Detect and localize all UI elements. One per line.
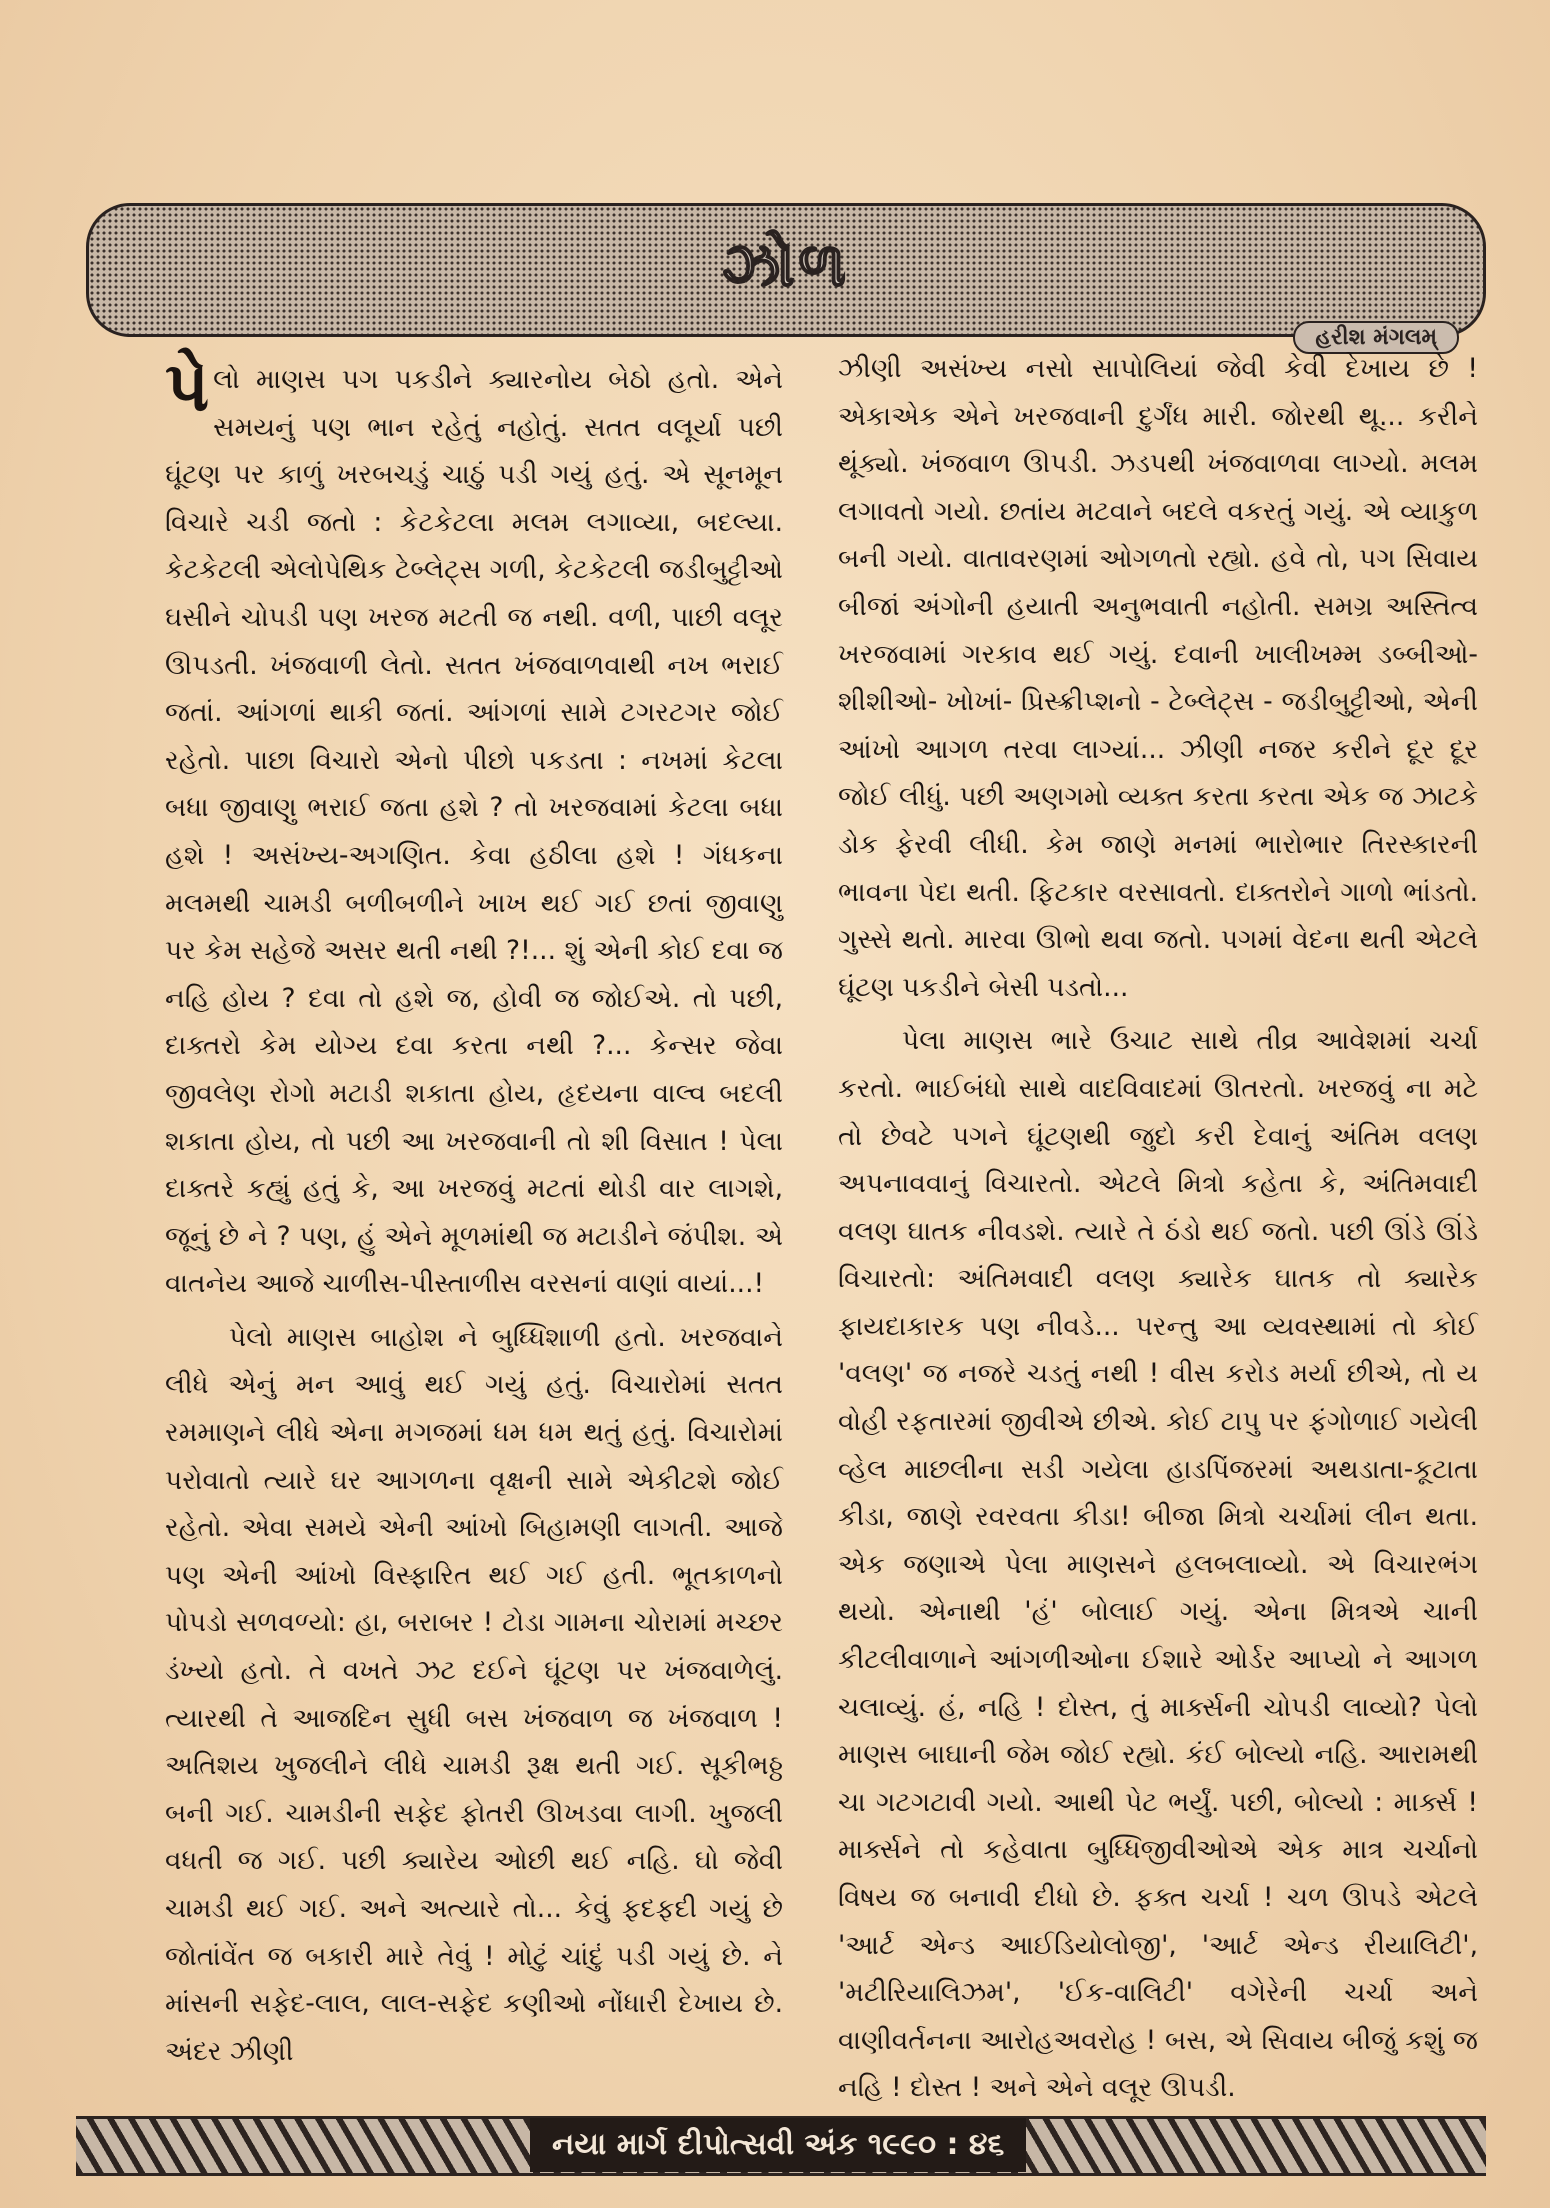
right-paragraph-2: પેલા માણસ ભારે ઉચાટ સાથે તીવ્ર આવેશમાં ચર્ચા કરતો. ભાઈબંધો સાથે વાદવિવાદમાં ઊતરતો. ખરજવું ના મટે તો છેવટે પગને ઘૂંટણથી જુદો કરી દેવાનું અંતિમ વલણ અપનાવવાનું વિચારતો. એટલે મિત્રો કહેતા કે, અંતિમવાદી વલણ ઘાતક નીવડશે. ત્યારે તે ઠંડો થઈ જતો. પછી ઊંડે ઊંડે વિચારતો: અંતિમવાદી વલણ ક્યારેક ઘાતક તો ક્યારેક ફાયદાકારક પણ નીવડે... પરન્તુ આ વ્યવસ્થામાં તો કોઈ 'વલણ' જ નજરે ચડતું નથી ! વીસ કરોડ મર્યા છીએ, તો ય વોહી રફતારમાં જીવીએ છીએ. કોઈ ટાપુ પર ફંગોળાઈ ગયેલી વ્હેલ માછલીના સડી ગયેલા હાડપિંજરમાં અથડાતા-કૂટાતા કીડા, જાણે રવરવતા કીડા! બીજા મિત્રો ચર્ચામાં લીન થતા. એક જણાએ પેલા માણસને હલબલાવ્યો. એ વિચારભંગ થયો. એનાથી 'હં' બોલાઈ ગયું. એના મિત્રએ ચાની કીટલીવાળાને આંગળીઓના ઈશારે ઓર્ડર આપ્યો ને આગળ ચલાવ્યું. હં, નહિ ! દોસ્ત, તું માર્ક્સની ચોપડી લાવ્યો? પેલો માણસ બાઘાની જેમ જોઈ રહ્યો. કંઈ બોલ્યો નહિ. આરામથી ચા ગટગટાવી ગયો. આથી પેટ ભર્યું. પછી, બોલ્યો : માર્ક્સ ! માર્ક્સને તો કહેવાતા બુધ્ધિજીવીઓએ એક માત્ર ચર્ચાનો વિષય જ બનાવી દીધો છે. ફક્ત ચર્ચા ! ચળ ઊપડે એટલે 'આર્ટ એન્ડ આઈડિયોલોજી', 'આર્ટ એન્ડ રીયાલિટી', 'મટીરિયાલિઝમ', 'ઈક-વાલિટી' વગેરેની ચર્ચા અને વાણીવર્તનના આરોહઅવરોહ ! બસ, એ સિવાય બીજું કશું જ નહિ ! દોસ્ત ! અને એને વલૂર ઊપડી. xyxy=(838,1025,1478,2104)
left-paragraph-2: પેલો માણસ બાહોશ ને બુધ્ધિશાળી હતો. ખરજવાને લીધે એનું મન આવું થઈ ગયું હતું. વિચારોમાં સતત રમમાણને લીધે એના મગજમાં ધમ ધમ થતું હતું. વિચારોમાં પરોવાતો ત્યારે ઘર આગળના વૃક્ષની સામે એકીટશે જોઈ રહેતો. એવા સમયે એની આંખો બિહામણી લાગતી. આજે પણ એની આંખો વિસ્ફારિત થઈ ગઈ હતી. ભૂતકાળનો પોપડો સળવળ્યો: હા, બરાબર ! ટોડા ગામના ચોરામાં મચ્છર ડંખ્યો હતો. તે વખતે ઝટ દઈને ઘૂંટણ પર ખંજવાળેલું. ત્યારથી તે આજદિન સુધી બસ ખંજવાળ જ ખંજવાળ ! અતિશય ખુજલીને લીધે ચામડી રૂક્ષ થતી ગઈ. સૂકીભઠ્ઠ બની ગઈ. ચામડીની સફેદ ફોતરી ઊખડવા લાગી. ખુજલી વધતી જ ગઈ. પછી ક્યારેય ઓછી થઈ નહિ. ઘો જેવી ચામડી થઈ ગઈ. અને અત્યારે તો... કેવું ફદફદી ગયું છે જોતાંવેંત જ બકારી મારે તેવું ! મોટું ચાંદું પડી ગયું છે. ને માંસની સફેદ-લાલ, લાલ-સફેદ કણીઓ નોંધારી દેખાય છે. અંદર ઝીણી xyxy=(165,1321,783,2067)
story-title: ઝોળ xyxy=(722,230,850,300)
dropcap: પે xyxy=(165,348,210,427)
left-column xyxy=(165,348,783,2075)
right-column xyxy=(838,345,1478,2112)
footer-issue-label: નયા માર્ગ દીપોત્સવી અંક ૧૯૯૦ : ૪૬ xyxy=(530,2118,1026,2172)
right-paragraph-1: ઝીણી અસંખ્ય નસો સાપોલિયાં જેવી કેવી દેખાય છે ! એકાએક એને ખરજવાની દુર્ગંધ મારી. જોરથી થૂ... કરીને થૂંક્યો. ખંજવાળ ઊપડી. ઝડપથી ખંજવાળવા લાગ્યો. મલમ લગાવતો ગયો. છતાંય મટવાને બદલે વકરતું ગયું. એ વ્યાકુળ બની ગયો. વાતાવરણમાં ઓગળતો રહ્યો. હવે તો, પગ સિવાય બીજાં અંગોની હયાતી અનુભવાતી નહોતી. સમગ્ર અસ્તિત્વ ખરજવામાં ગરકાવ થઈ ગયું. દવાની ખાલીખમ્મ ડબ્બીઓ- શીશીઓ- ખોખાં- પ્રિસ્ક્રીપ્શનો - ટેબ્લેટ્સ - જડીબુટ્ટીઓ, એની આંખો આગળ તરવા લાગ્યાં... ઝીણી નજર કરીને દૂર દૂર જોઈ લીધું. પછી અણગમો વ્યક્ત કરતા કરતા એક જ ઝાટકે ડોક ફેરવી લીધી. કેમ જાણે મનમાં ભારોભાર તિરસ્કારની ભાવના પેદા થતી. ફિટકાર વરસાવતો. દાક્તરોને ગાળો ભાંડતો. ગુસ્સે થતો. મારવા ઊભો થવા જતો. પગમાં વેદના થતી એટલે ઘૂંટણ પકડીને બેસી પડતો... xyxy=(838,353,1478,1003)
left-paragraph-1 xyxy=(165,348,783,1308)
title-banner xyxy=(86,203,1486,350)
author-name: હરીશ મંગલમ્ xyxy=(1293,321,1459,354)
left-paragraph-1-text: લો માણસ પગ પકડીને ક્યારનોય બેઠો હતો. એને સમયનું પણ ભાન રહેતું નહોતું. સતત વલૂર્યા પછી ઘૂંટણ પર કાળું ખરબચડું ચાઠું પડી ગયું હતું. એ સૂનમૂન વિચારે ચડી જતો : કેટકેટલા મલમ લગાવ્યા, બદલ્યા. કેટકેટલી એલોપેથિક ટેબ્લેટ્સ ગળી, કેટકેટલી જડીબુટ્ટીઓ ઘસીને ચોપડી પણ ખરજ મટતી જ નથી. વળી, પાછી વલૂર ઊપડતી. ખંજવાળી લેતો. સતત ખંજવાળવાથી નખ ભરાઈ જતાં. આંગળાં થાકી જતાં. આંગળાં સામે ટગરટગર જોઈ રહેતો. પાછા વિચારો એનો પીછો પકડતા : નખમાં કેટલા બધા જીવાણુ ભરાઈ જતા હશે ? તો ખરજવામાં કેટલા બધા હશે ! અસંખ્ય-અગણિત. કેવા હઠીલા હશે ! ગંધકના મલમથી ચામડી બળીબળીને ખાખ થઈ ગઈ છતાં જીવાણુ પર કેમ સહેજે અસર થતી નથી ?!... શું એની કોઈ દવા જ નહિ હોય ? દવા તો હશે જ, હોવી જ જોઈએ. તો પછી, દાક્તરો કેમ યોગ્ય દવા કરતા નથી ?... કેન્સર જેવા જીવલેણ રોગો મટાડી શકાતા હોય, હૃદયના વાલ્વ બદલી શકાતા હોય, તો પછી આ ખરજવાની તો શી વિસાત ! પેલા દાક્તરે કહ્યું હતું કે, આ ખરજવું મટતાં થોડી વાર લાગશે, જૂનું છે ને ? પણ, હું એને મૂળમાંથી જ મટાડીને જંપીશ. એ વાતનેય આજે ચાળીસ-પીસ્તાળીસ વરસનાં વાણાં વાયાં...! xyxy=(165,364,783,1300)
